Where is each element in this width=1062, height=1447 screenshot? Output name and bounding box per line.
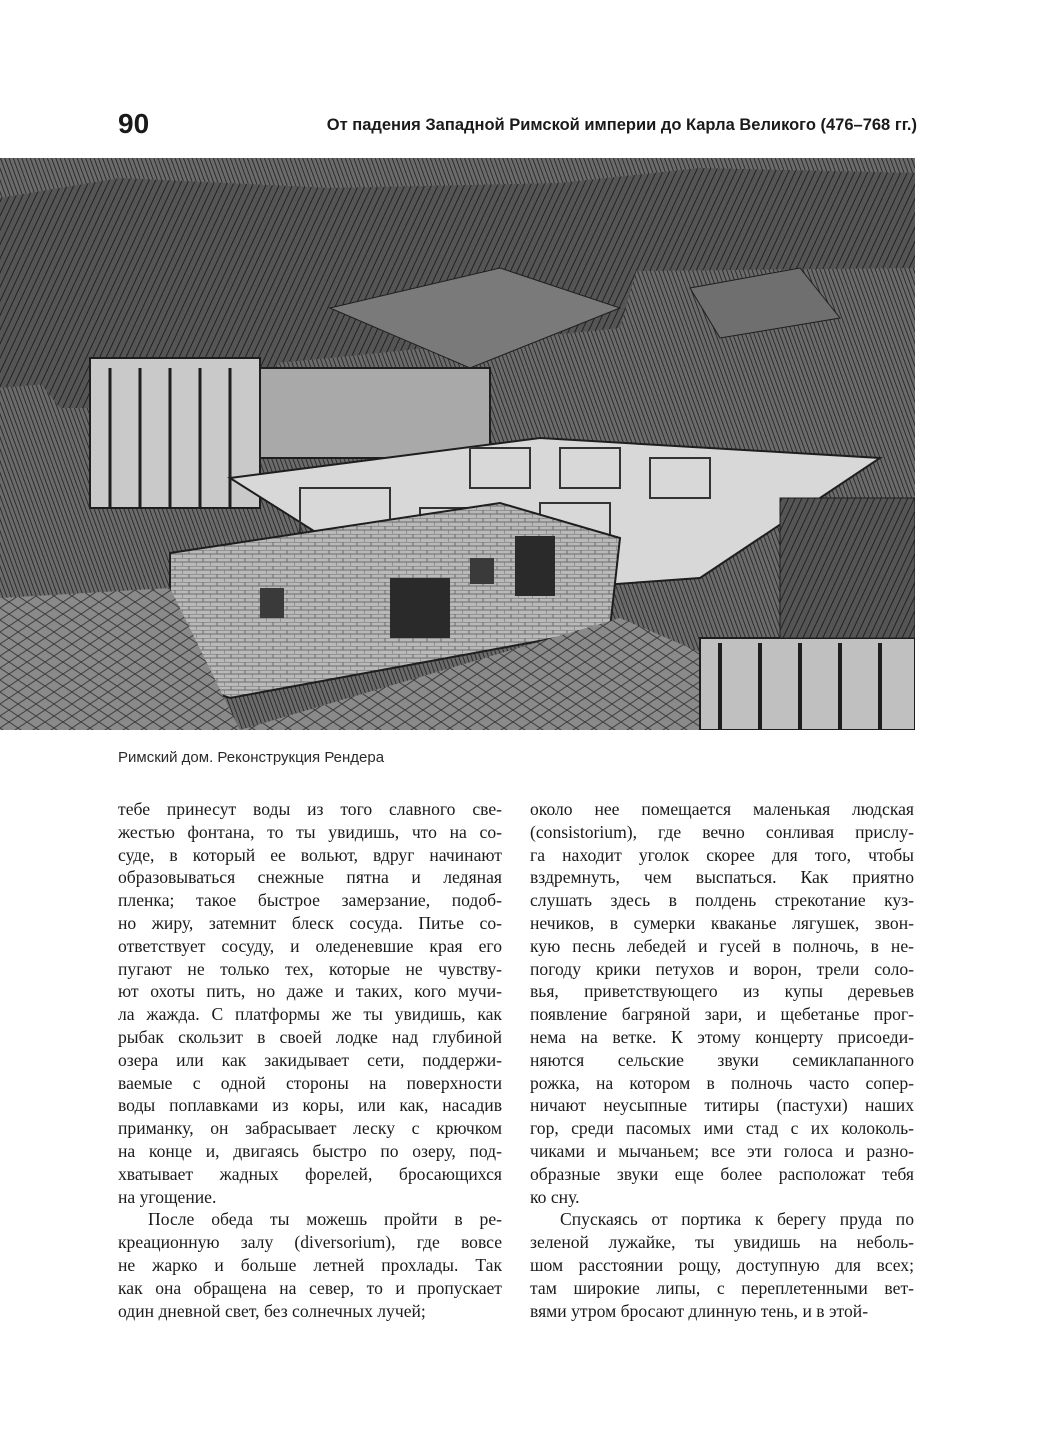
text-line: няются сельские звуки семиклапанного (530, 1049, 914, 1070)
text-line: образовываться снежные пятна и ледяная (118, 867, 502, 888)
figure-caption: Римский дом. Реконструкция Рендера (118, 749, 385, 766)
text-line: на конце и, двигаясь быстро по озеру, под- (118, 1140, 502, 1161)
text-line: После обеда ты можешь пройти в ре- (148, 1209, 502, 1230)
roman-house-engraving (0, 158, 915, 730)
text-line: вья, приветствующего из купы деревьев (530, 981, 914, 1002)
right-text-column (530, 798, 914, 1322)
text-line: слушать здесь в полдень стрекотание куз- (530, 890, 914, 911)
text-line: образные звуки еще более расположат тебя (530, 1163, 914, 1184)
text-line: там широкие липы, с переплетенными вет- (530, 1277, 914, 1298)
text-line: но жиру, затемнит блеск сосуда. Питье со- (118, 912, 502, 933)
text-line: креационную залу (diversorium), где вовсе (118, 1232, 502, 1253)
text-line: ко сну. (530, 1186, 580, 1207)
text-line: ла жажда. С платформы же ты увидишь, как (118, 1004, 502, 1025)
text-line: жестью фонтана, то ты увидишь, что на со- (118, 821, 502, 842)
text-line: один дневной свет, без солнечных лучей; (118, 1300, 426, 1321)
text-line: Спускаясь от портика к берегу пруда по (560, 1209, 914, 1230)
text-line: около нее помещается маленькая людская (530, 799, 914, 819)
text-line: рожка, на котором в полночь часто сопер- (530, 1072, 914, 1093)
text-line: не жарко и больше летней прохлады. Так (118, 1254, 502, 1275)
text-line: погоду крики петухов и ворон, трели соло- (530, 958, 914, 979)
text-line: озера или как закидывает сети, поддержи- (118, 1049, 502, 1070)
text-line: нечиков, в сумерки кваканье лягушек, звон- (530, 912, 914, 933)
text-line: ответствует сосуду, и оледеневшие края его (118, 935, 502, 956)
text-line: на угощение. (118, 1186, 217, 1207)
text-line: рыбак скользит в своей лодке над глубиной (118, 1026, 502, 1047)
running-head: От падения Западной Римской империи до Карла Великого (476–768 гг.) (326, 116, 917, 134)
text-line: зеленой лужайке, ты увидишь на неболь- (530, 1232, 914, 1253)
text-line: шом расстоянии рощу, доступную для всех; (530, 1254, 914, 1275)
text-line: суде, в который ее вольют, вдруг начинают (118, 844, 502, 865)
text-line: ничают неусыпные титиры (пастухи) наших (530, 1095, 914, 1116)
text-line: появление багряной зари, и щебетанье прог- (530, 1004, 914, 1025)
text-line: ют охоты пить, но даже и таких, кого мучи- (118, 981, 502, 1002)
text-line: нема на ветке. К этому концерту присоеди- (530, 1026, 914, 1047)
text-line: воды поплавками из коры, или как, насадив (118, 1095, 502, 1116)
text-line: гор, среди пасомых ими стад с их колоколь- (530, 1118, 914, 1139)
text-line: приманку, он забрасывает леску с крючком (118, 1118, 502, 1139)
text-line: ваемые с одной стороны на поверхности (118, 1072, 502, 1093)
text-line: (consistorium), где вечно сонливая прислу- (530, 821, 914, 842)
text-line: вями утром бросают длинную тень, и в этой- (530, 1300, 869, 1321)
left-text-column (118, 798, 502, 1322)
text-line: как она обращена на север, то и пропускает (118, 1277, 502, 1298)
text-line: хватывает жадных форелей, бросающихся (118, 1163, 502, 1184)
text-line: пленка; такое быстрое замерзание, подоб- (118, 890, 502, 911)
text-line: га находит уголок скорее для того, чтобы (530, 844, 914, 865)
text-line: кую песнь лебедей и гусей в полночь, в не- (530, 935, 914, 956)
text-line: вздремнуть, чем выспаться. Как приятно (530, 867, 914, 888)
text-line: чиками и мычаньем; все эти голоса и разно- (530, 1140, 914, 1161)
text-line: тебе принесут воды из того славного све- (118, 799, 502, 819)
text-line: пугают не только тех, которые не чувству- (118, 958, 502, 979)
page-number: 90 (118, 108, 150, 139)
